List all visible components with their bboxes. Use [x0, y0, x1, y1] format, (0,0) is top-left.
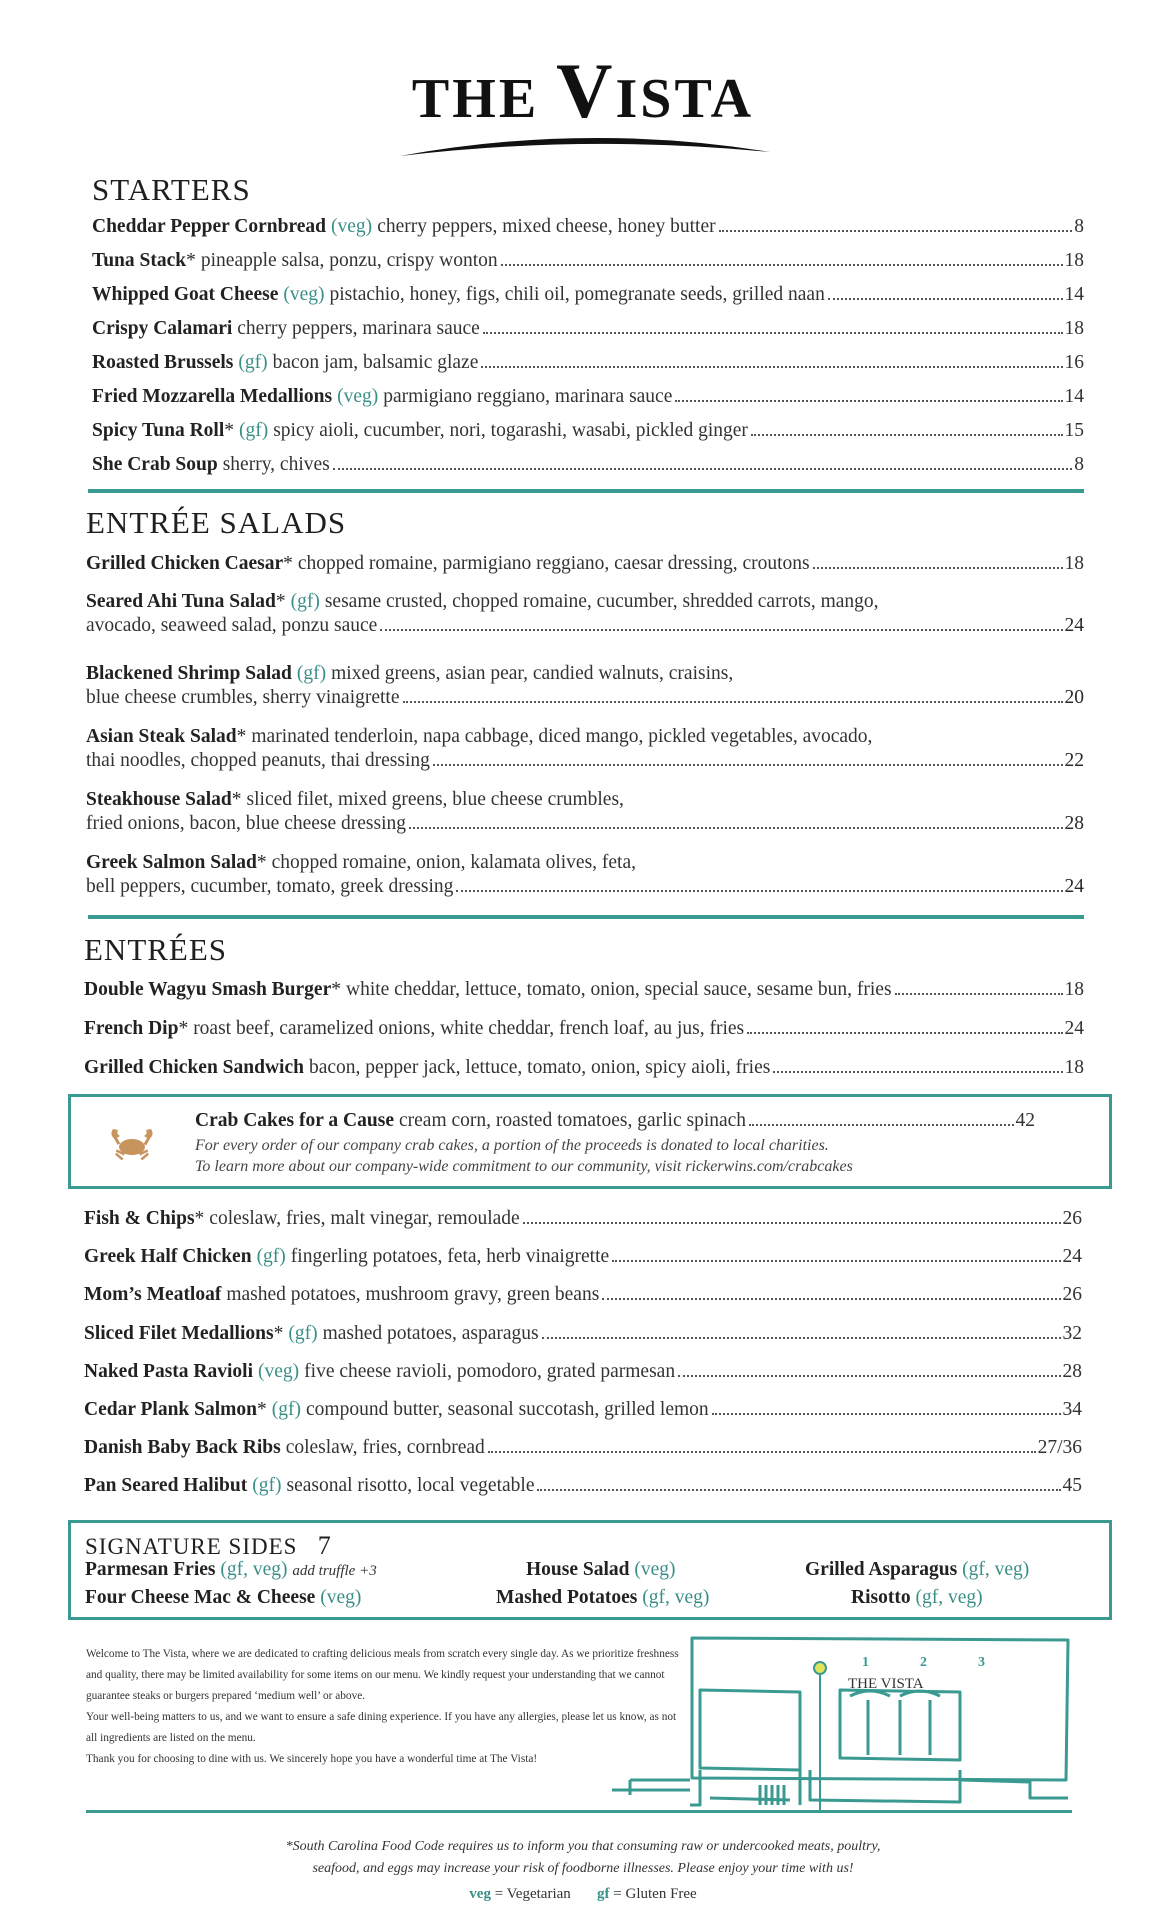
item-line-1: [86, 725, 1084, 749]
menu-item[interactable]: [86, 725, 1084, 773]
item-star: *: [186, 250, 196, 271]
item-price: 8: [1074, 454, 1084, 475]
item-name: Grilled Chicken Caesar: [86, 553, 284, 574]
logo-text: THE VISTA: [411, 47, 755, 134]
item-line-1: [86, 662, 1084, 686]
item-star: *: [257, 1399, 267, 1420]
item-tag: (gf): [290, 591, 320, 612]
leader-dots: [333, 468, 1073, 470]
leader-dots: [523, 1222, 1061, 1224]
item-name: Asian Steak Salad: [86, 726, 237, 747]
leader-dots: [488, 1451, 1036, 1453]
item-price: 15: [1064, 420, 1084, 441]
item-tag: (veg): [337, 386, 379, 407]
item-name: Steakhouse Salad: [86, 789, 232, 810]
item-line-1: [86, 788, 1084, 812]
item-name: French Dip: [84, 1018, 179, 1039]
feature-item[interactable]: [195, 1109, 1035, 1133]
item-line-2: [86, 875, 1084, 899]
leader-dots: [749, 1124, 1013, 1126]
menu-item[interactable]: [84, 1360, 1082, 1384]
item-price: 27/36: [1037, 1437, 1082, 1459]
item-price: 18: [1064, 979, 1084, 1000]
item-tag: (gf): [238, 352, 268, 373]
item-name: Cedar Plank Salmon: [84, 1399, 258, 1420]
item-line-2: [86, 812, 1084, 836]
menu-item[interactable]: [84, 1056, 1084, 1080]
menu-item[interactable]: [92, 351, 1084, 375]
item-star: *: [224, 420, 234, 441]
leader-dots: [828, 298, 1063, 300]
menu-item[interactable]: [84, 1436, 1082, 1460]
item-price: 16: [1064, 352, 1084, 373]
item-price: 14: [1064, 386, 1084, 407]
item-tag: (veg): [283, 284, 325, 305]
leader-dots: [719, 230, 1073, 232]
item-desc: mashed potatoes, asparagus: [322, 1322, 539, 1344]
menu-item[interactable]: [86, 788, 1084, 836]
item-desc: mashed potatoes, mushroom gravy, green beans: [226, 1284, 600, 1306]
leader-dots: [602, 1298, 1060, 1300]
item-name: Greek Half Chicken: [84, 1246, 252, 1268]
starters-title: STARTERS: [92, 172, 251, 207]
leader-dots: [456, 890, 1062, 892]
side-item[interactable]: House Salad (veg): [526, 1559, 676, 1580]
feature-name: Crab Cakes for a Cause: [195, 1110, 394, 1131]
menu-item[interactable]: [84, 1474, 1082, 1498]
item-name: Grilled Chicken Sandwich: [84, 1057, 304, 1078]
item-tag: (gf): [252, 1475, 282, 1497]
item-price: 28: [1064, 813, 1084, 834]
footer-divider: [86, 1810, 1072, 1813]
item-price: 8: [1074, 216, 1084, 237]
menu-item[interactable]: [92, 249, 1084, 273]
item-tag: (gf): [238, 420, 269, 441]
feature-desc: cream corn, roasted tomatoes, garlic spinach: [398, 1110, 747, 1131]
item-star: *: [283, 553, 293, 574]
leader-dots: [813, 567, 1063, 569]
feature-box: [68, 1094, 1112, 1189]
item-price: 18: [1064, 318, 1084, 339]
item-star: *: [194, 1208, 205, 1229]
item-price: 28: [1062, 1360, 1082, 1382]
diet-legend: veg = Vegetarian gf = Gluten Free: [469, 1886, 697, 1902]
side-item[interactable]: Four Cheese Mac & Cheese (veg): [85, 1587, 362, 1608]
side-item[interactable]: Risotto (gf, veg): [851, 1587, 983, 1608]
leader-dots: [409, 827, 1062, 829]
item-desc: cherry peppers, mixed cheese, honey butter: [377, 216, 716, 237]
menu-item[interactable]: [92, 453, 1084, 477]
menu-item[interactable]: [86, 662, 1084, 710]
item-desc: sesame crusted, chopped romaine, cucumber, shredded carrots, mango,: [324, 591, 879, 612]
item-desc: sliced filet, mixed greens, blue cheese crumbles,: [246, 789, 624, 810]
item-name: Fish & Chips: [84, 1208, 195, 1229]
leader-dots: [751, 434, 1063, 436]
item-line-2: [86, 686, 1084, 710]
side-item[interactable]: Mashed Potatoes (gf, veg): [496, 1587, 710, 1608]
divider: [88, 489, 1084, 493]
menu-item[interactable]: [86, 590, 1084, 638]
item-price: 26: [1062, 1208, 1082, 1229]
sides-title: SIGNATURE SIDES 7: [85, 1531, 332, 1560]
welcome-p3: Thank you for choosing to dine with us. We sincerely hope you have a wonderful time at The Vista!: [86, 1753, 538, 1765]
item-price: 24: [1064, 615, 1084, 636]
item-desc-2: bell peppers, cucumber, tomato, greek dressing: [86, 876, 454, 897]
item-name: Cheddar Pepper Cornbread: [92, 216, 327, 237]
logo-swoosh: [395, 130, 775, 160]
item-name: Whipped Goat Cheese: [92, 284, 279, 305]
feature-price: 42: [1015, 1110, 1035, 1131]
item-line-2: [86, 614, 1084, 638]
menu-item[interactable]: [92, 385, 1084, 409]
item-tag: (veg): [331, 216, 373, 237]
item-desc: bacon jam, balsamic glaze: [272, 352, 479, 373]
item-desc: five cheese ravioli, pomodoro, grated parmesan: [304, 1360, 676, 1382]
item-tag: (gf): [271, 1399, 301, 1420]
food-code-notice: *South Carolina Food Code requires us to inform you that consuming raw or undercooked meats, poultry, seafood, and eggs may increase your risk of foodborne illnesses. Please enjoy your time with us!: [285, 1839, 881, 1876]
item-line-1: [86, 851, 1084, 875]
crab-icon: [107, 1121, 157, 1165]
item-price: 26: [1062, 1284, 1082, 1306]
item-name: Pan Seared Halibut: [84, 1475, 248, 1497]
leader-dots: [747, 1032, 1062, 1034]
item-name: Sliced Filet Medallions: [84, 1322, 274, 1344]
item-name: Greek Salmon Salad: [86, 852, 257, 873]
item-desc: pineapple salsa, ponzu, crispy wonton: [200, 250, 498, 271]
item-star: *: [178, 1018, 189, 1039]
item-price: 18: [1064, 553, 1084, 574]
leader-dots: [501, 264, 1063, 266]
feature-note-2: To learn more about our company-wide commitment to our community, visit rickerwins.com/crabcakes: [195, 1158, 853, 1175]
item-desc: coleslaw, fries, cornbread: [285, 1437, 485, 1459]
item-name: Crispy Calamari: [92, 318, 233, 339]
item-desc: white cheddar, lettuce, tomato, onion, special sauce, sesame bun, fries: [345, 979, 892, 1000]
item-desc-2: thai noodles, chopped peanuts, thai dressing: [86, 750, 430, 771]
item-price: 22: [1064, 750, 1084, 771]
welcome-p1: Welcome to The Vista, where we are dedicated to crafting delicious meals from scratch every single day. As we prioritize freshness and quality, there may be limited availability for some items on our menu. We kindly request your understanding that we cannot guarantee steaks or burgers prepared ‘medium well’ or above.: [86, 1648, 679, 1702]
item-name: She Crab Soup: [92, 454, 218, 475]
welcome-text: [86, 1644, 686, 1770]
welcome-p2: Your well-being matters to us, and we want to ensure a safe dining experience. If you have any allergies, please let us know, as not all ingredients are listed on the menu.: [86, 1711, 677, 1744]
menu-item[interactable]: [92, 283, 1084, 307]
item-desc: chopped romaine, parmigiano reggiano, caesar dressing, croutons: [297, 553, 810, 574]
item-name: Spicy Tuna Roll: [92, 420, 225, 441]
item-price: 32: [1062, 1322, 1082, 1344]
menu-item[interactable]: [84, 1398, 1082, 1422]
item-desc: pistachio, honey, figs, chili oil, pomegranate seeds, grilled naan: [329, 284, 825, 305]
menu-item[interactable]: [84, 1322, 1082, 1346]
leader-dots: [380, 629, 1062, 631]
item-name: Danish Baby Back Ribs: [84, 1437, 281, 1459]
leader-dots: [542, 1337, 1061, 1339]
menu-item[interactable]: [84, 1283, 1082, 1307]
feature-note-1: For every order of our company crab cakes, a portion of the proceeds is donated to local charities.: [195, 1137, 829, 1154]
item-desc: marinated tenderloin, napa cabbage, diced mango, pickled vegetables, avocado,: [251, 726, 873, 747]
item-price: 20: [1064, 687, 1084, 708]
item-name: Seared Ahi Tuna Salad: [86, 591, 276, 612]
menu-item[interactable]: [84, 978, 1084, 1002]
item-tag: (gf): [296, 663, 327, 684]
item-price: 45: [1062, 1475, 1082, 1497]
item-desc: seasonal risotto, local vegetable: [286, 1475, 535, 1497]
item-name: Blackened Shrimp Salad: [86, 663, 292, 684]
item-tag: (gf): [288, 1322, 318, 1344]
leader-dots: [773, 1071, 1062, 1073]
item-desc: roast beef, caramelized onions, white cheddar, french loaf, au jus, fries: [193, 1018, 745, 1039]
item-desc: spicy aioli, cucumber, nori, togarashi, wasabi, pickled ginger: [273, 420, 748, 441]
svg-text:1: 1: [862, 1655, 869, 1670]
building-sign: THE VISTA: [848, 1676, 924, 1692]
item-name: Mom’s Meatloaf: [84, 1284, 222, 1306]
svg-text:3: 3: [978, 1655, 985, 1670]
item-name: Double Wagyu Smash Burger: [84, 979, 332, 1000]
sides-box: [68, 1520, 1112, 1620]
item-price: 18: [1064, 250, 1084, 271]
building-illustration: [610, 1630, 1080, 1820]
entrees-title: ENTRÉES: [84, 932, 228, 967]
leader-dots: [712, 1413, 1061, 1415]
item-name: Tuna Stack: [92, 250, 187, 271]
menu-item[interactable]: [92, 317, 1084, 341]
item-name: Roasted Brussels: [92, 352, 234, 373]
item-star: *: [273, 1322, 284, 1344]
item-desc: coleslaw, fries, malt vinegar, remoulade: [209, 1208, 520, 1229]
menu-item[interactable]: [84, 1245, 1082, 1269]
item-tag: (veg): [258, 1360, 300, 1382]
item-star: *: [231, 789, 242, 810]
item-desc: cherry peppers, marinara sauce: [237, 318, 480, 339]
item-line-2: [86, 749, 1084, 773]
item-star: *: [256, 852, 267, 873]
item-desc: sherry, chives: [222, 454, 330, 475]
item-desc: bacon, pepper jack, lettuce, tomato, onion, spicy aioli, fries: [308, 1057, 771, 1078]
salads-title: ENTRÉE SALADS: [86, 505, 347, 540]
leader-dots: [403, 701, 1063, 703]
item-tag: (gf): [256, 1246, 286, 1268]
item-desc-2: fried onions, bacon, blue cheese dressing: [86, 813, 407, 834]
item-line-1: [86, 590, 1084, 614]
logo: [0, 47, 1166, 134]
leader-dots: [483, 332, 1063, 334]
item-name: Fried Mozzarella Medallions: [92, 386, 333, 407]
item-desc-2: avocado, seaweed salad, ponzu sauce: [86, 615, 378, 636]
item-name: Naked Pasta Ravioli: [84, 1360, 254, 1382]
menu-item[interactable]: [84, 1207, 1082, 1231]
item-price: 18: [1064, 1057, 1084, 1078]
side-item[interactable]: Grilled Asparagus (gf, veg): [805, 1559, 1030, 1580]
divider: [88, 915, 1084, 919]
leader-dots: [433, 764, 1063, 766]
item-desc: fingerling potatoes, feta, herb vinaigrette: [290, 1246, 610, 1268]
item-star: *: [331, 979, 341, 1000]
item-star: *: [236, 726, 247, 747]
item-desc: compound butter, seasonal succotash, grilled lemon: [306, 1399, 709, 1420]
item-price: 24: [1064, 876, 1084, 897]
leader-dots: [895, 993, 1063, 995]
item-price: 24: [1064, 1018, 1084, 1039]
menu-item[interactable]: [92, 419, 1084, 443]
leader-dots: [537, 1489, 1060, 1491]
item-star: *: [275, 591, 286, 612]
side-item[interactable]: Parmesan Fries (gf, veg) add truffle +3: [85, 1559, 377, 1580]
item-price: 24: [1062, 1246, 1082, 1268]
leader-dots: [612, 1260, 1060, 1262]
leader-dots: [481, 366, 1062, 368]
menu-item[interactable]: [86, 552, 1084, 576]
svg-text:2: 2: [920, 1655, 927, 1670]
leader-dots: [678, 1375, 1060, 1377]
item-desc: mixed greens, asian pear, candied walnuts, craisins,: [331, 663, 734, 684]
item-price: 34: [1062, 1399, 1082, 1420]
item-desc: parmigiano reggiano, marinara sauce: [383, 386, 673, 407]
item-desc-2: blue cheese crumbles, sherry vinaigrette: [86, 687, 400, 708]
menu-item[interactable]: [84, 1017, 1084, 1041]
menu-item[interactable]: [86, 851, 1084, 899]
leader-dots: [675, 400, 1062, 402]
item-price: 14: [1064, 284, 1084, 305]
menu-item[interactable]: [92, 215, 1084, 239]
item-desc: chopped romaine, onion, kalamata olives, feta,: [271, 852, 637, 873]
